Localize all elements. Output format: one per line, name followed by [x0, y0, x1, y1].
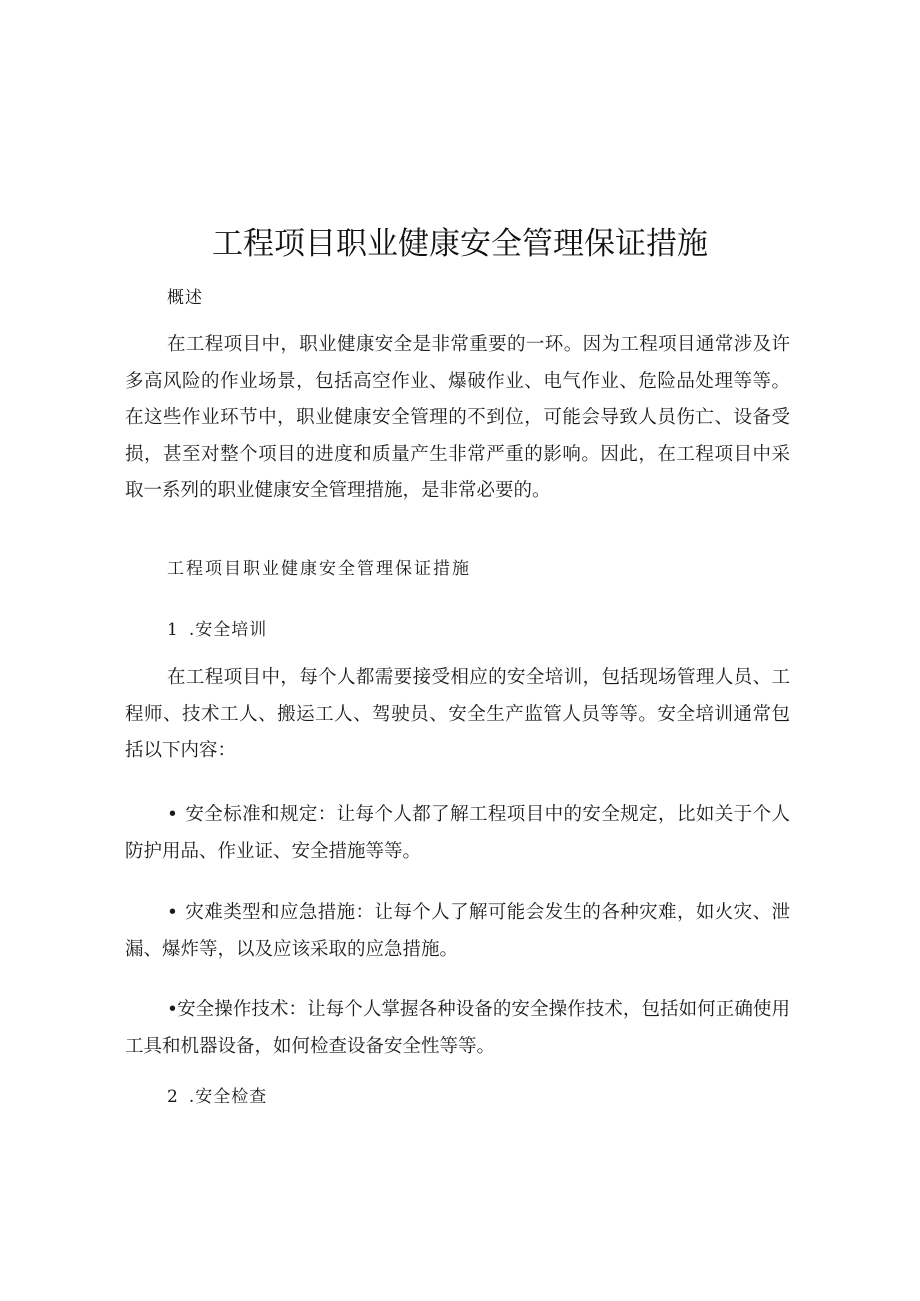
- bullet-icon: •: [167, 902, 178, 923]
- bullet-item: [125, 992, 790, 1065]
- section-1-heading: [167, 615, 267, 640]
- bullet-icon: •: [167, 804, 178, 825]
- overview-heading: 概述: [167, 288, 203, 308]
- overview-paragraph: 在工程项目中，职业健康安全是非常重要的一环。因为工程项目通常涉及许多高风险的作业场景，包括高空作业、爆破作业、电气作业、危险品处理等等。在这些作业环节中，职业健康安全管理的不到位，可能会导致人员伤亡、设备受损，甚至对整个项目的进度和质量产生非常严重的影响。因此，在工程项目中采取一系列的职业健康安全管理措施，是非常必要的。: [125, 334, 790, 501]
- section-2-number: 2: [167, 1087, 179, 1107]
- bullet-item: [125, 895, 790, 968]
- section-2-heading: [167, 1082, 267, 1107]
- section-1-number: 1: [167, 620, 179, 640]
- measures-heading: 工程项目职业健康安全管理保证措施: [167, 559, 471, 579]
- bullet-text: 安全操作技术：让每个人掌握各种设备的安全操作技术，包括如何正确使用工具和机器设备，如何检查设备安全性等等。: [125, 999, 790, 1057]
- bullet-text: 灾难类型和应急措施：让每个人了解可能会发生的各种灾难，如火灾、泄漏、爆炸等，以及应该采取的应急措施。: [125, 902, 790, 960]
- bullet-text: 安全标准和规定：让每个人都了解工程项目中的安全规定，比如关于个人防护用品、作业证、安全措施等等。: [125, 804, 790, 862]
- section-1-title: .安全培训: [188, 620, 268, 640]
- document-title: 工程项目职业健康安全管理保证措施: [212, 226, 708, 262]
- bullet-item: [125, 797, 790, 870]
- bullet-icon: •: [167, 999, 178, 1020]
- section-1-paragraph: 在工程项目中，每个人都需要接受相应的安全培训，包括现场管理人员、工程师、技术工人、搬运工人、驾驶员、安全生产监管人员等等。安全培训通常包括以下内容：: [125, 667, 790, 761]
- section-2-title: .安全检查: [188, 1087, 268, 1107]
